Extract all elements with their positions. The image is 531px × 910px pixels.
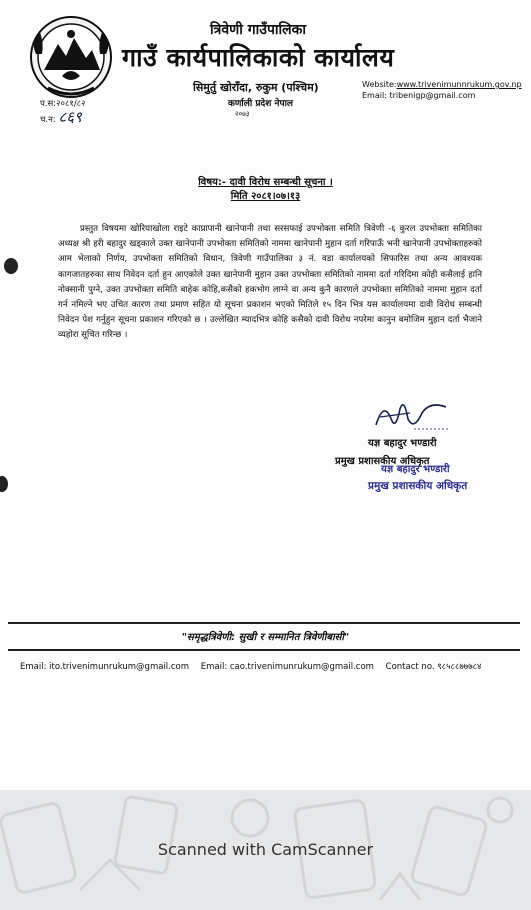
website-label: Website: (362, 80, 397, 89)
punch-hole (4, 258, 18, 274)
dispatch-number: ८६९ (58, 108, 82, 126)
notice-body (58, 222, 482, 344)
dispatch-label: च.न: (40, 115, 56, 125)
date-text: मिति २०८१।०७।१३ (230, 191, 301, 202)
email-link[interactable]: tribenigp@gmail.com (389, 91, 476, 100)
website-block (362, 79, 522, 101)
footer-divider (8, 649, 520, 651)
email-ito[interactable]: Email: ito.trivenimunrukum@gmail.com (20, 662, 190, 672)
stamp-name: यज्ञ बहादुर भण्डारी (381, 464, 450, 475)
contact-line (20, 661, 490, 672)
slogan: "समृद्धत्रिवेणी: सुखी र सम्मानित त्रिवेणीबासी" (181, 632, 350, 643)
punch-hole (0, 476, 8, 492)
notice-paragraph: प्रस्तुत विषयमा खोरियाखोला राइटे काप्रापानी खानेपानी तथा सरसफाई उपभोक्ता समिति त्रिवेणी -६ कुरल उपभोक्ता समितिका अध्यक्ष श्री हरी बहादुर खड्काले उक्त खानेपानी उपभोक्ता समितिको नाममा खानेपानी मुहान दर्ता गरिपाऊँ भनी खानेपानी उपभोक्ताहरुको आम भेलाको निर्णय, उपभोक्ता समितिको विधान, त्रिवेणी गाउँपालिका ३ नं. वडा कार्यालयको सिफारिस तथा अन्य आवश्यक कागजातहरुका साथ निवेदन दर्ता हुन आएकोले उक्त खानेपानी मुहान उक्त उपभोक्ता समितिको नाममा दर्ता गरिदिमा कोही कसैलाई हानि नोक्सानी पुग्ने, उक्त उपभोक्ता समिति बाहेक कोहि,कसैको हकभोग लाग्ने वा अन्य कुनै कारणले उपभोक्ता समितिको नाममा मुहान दर्ता गर्न नमिल्ने भए उचित कारण तथा प्रमाण सहित यो सूचना प्रकाशन भएको मितिले १५ दिन भित्र यस कार्यालयमा दावी विरोध सम्बन्धी निवेदन पेश गर्नुहुन सूचना प्रकाशन गरिएको छ । उल्लेखित म्यादभित्र कोहि कसैको दावी विरोध नपरेमा कानुन बमोजिम मुहान दर्ता भैजाने व्यहोरा सूचित गरिन्छ । (58, 224, 482, 341)
signatory-name: यज्ञ बहादुर भण्डारी (368, 438, 437, 449)
footer-divider (8, 622, 520, 624)
camscanner-watermark: Scanned with CamScanner (157, 840, 374, 859)
office-title: गाउँ कार्यपालिकाको कार्यालय (122, 43, 395, 72)
signatory-title: प्रमुख प्रशासकीय अधिकृत (335, 456, 430, 467)
office-province: कर्णाली प्रदेश नेपाल (228, 99, 294, 109)
municipality-name: त्रिवेणी गाउँपालिका (210, 22, 307, 38)
website-link[interactable]: www.trivenimunnrukum.gov.np (396, 80, 522, 89)
stamp-title: प्रमुख प्रशासकीय अधिकृत (368, 480, 468, 492)
nepal-emblem-icon (28, 14, 114, 100)
contact-number: Contact no. ९८५८८७७७८४ (385, 662, 482, 672)
subject-text: विषय:- दावी विरोध सम्बन्धी सूचना । (198, 177, 333, 188)
reference-number: प.स:२०८१/८२ (40, 99, 86, 109)
office-address: सिमुर्तु खोराँदा, रुकुम (पश्चिम) (193, 81, 319, 94)
reference-block (40, 98, 86, 127)
email-cao[interactable]: Email: cao.trivenimunrukum@gmail.com (200, 662, 374, 672)
email-label: Email: (362, 91, 387, 100)
notice-date (0, 188, 531, 202)
established-year: २०७३ (235, 110, 250, 118)
handwritten-signature (370, 395, 450, 435)
notice-subject (0, 174, 531, 188)
